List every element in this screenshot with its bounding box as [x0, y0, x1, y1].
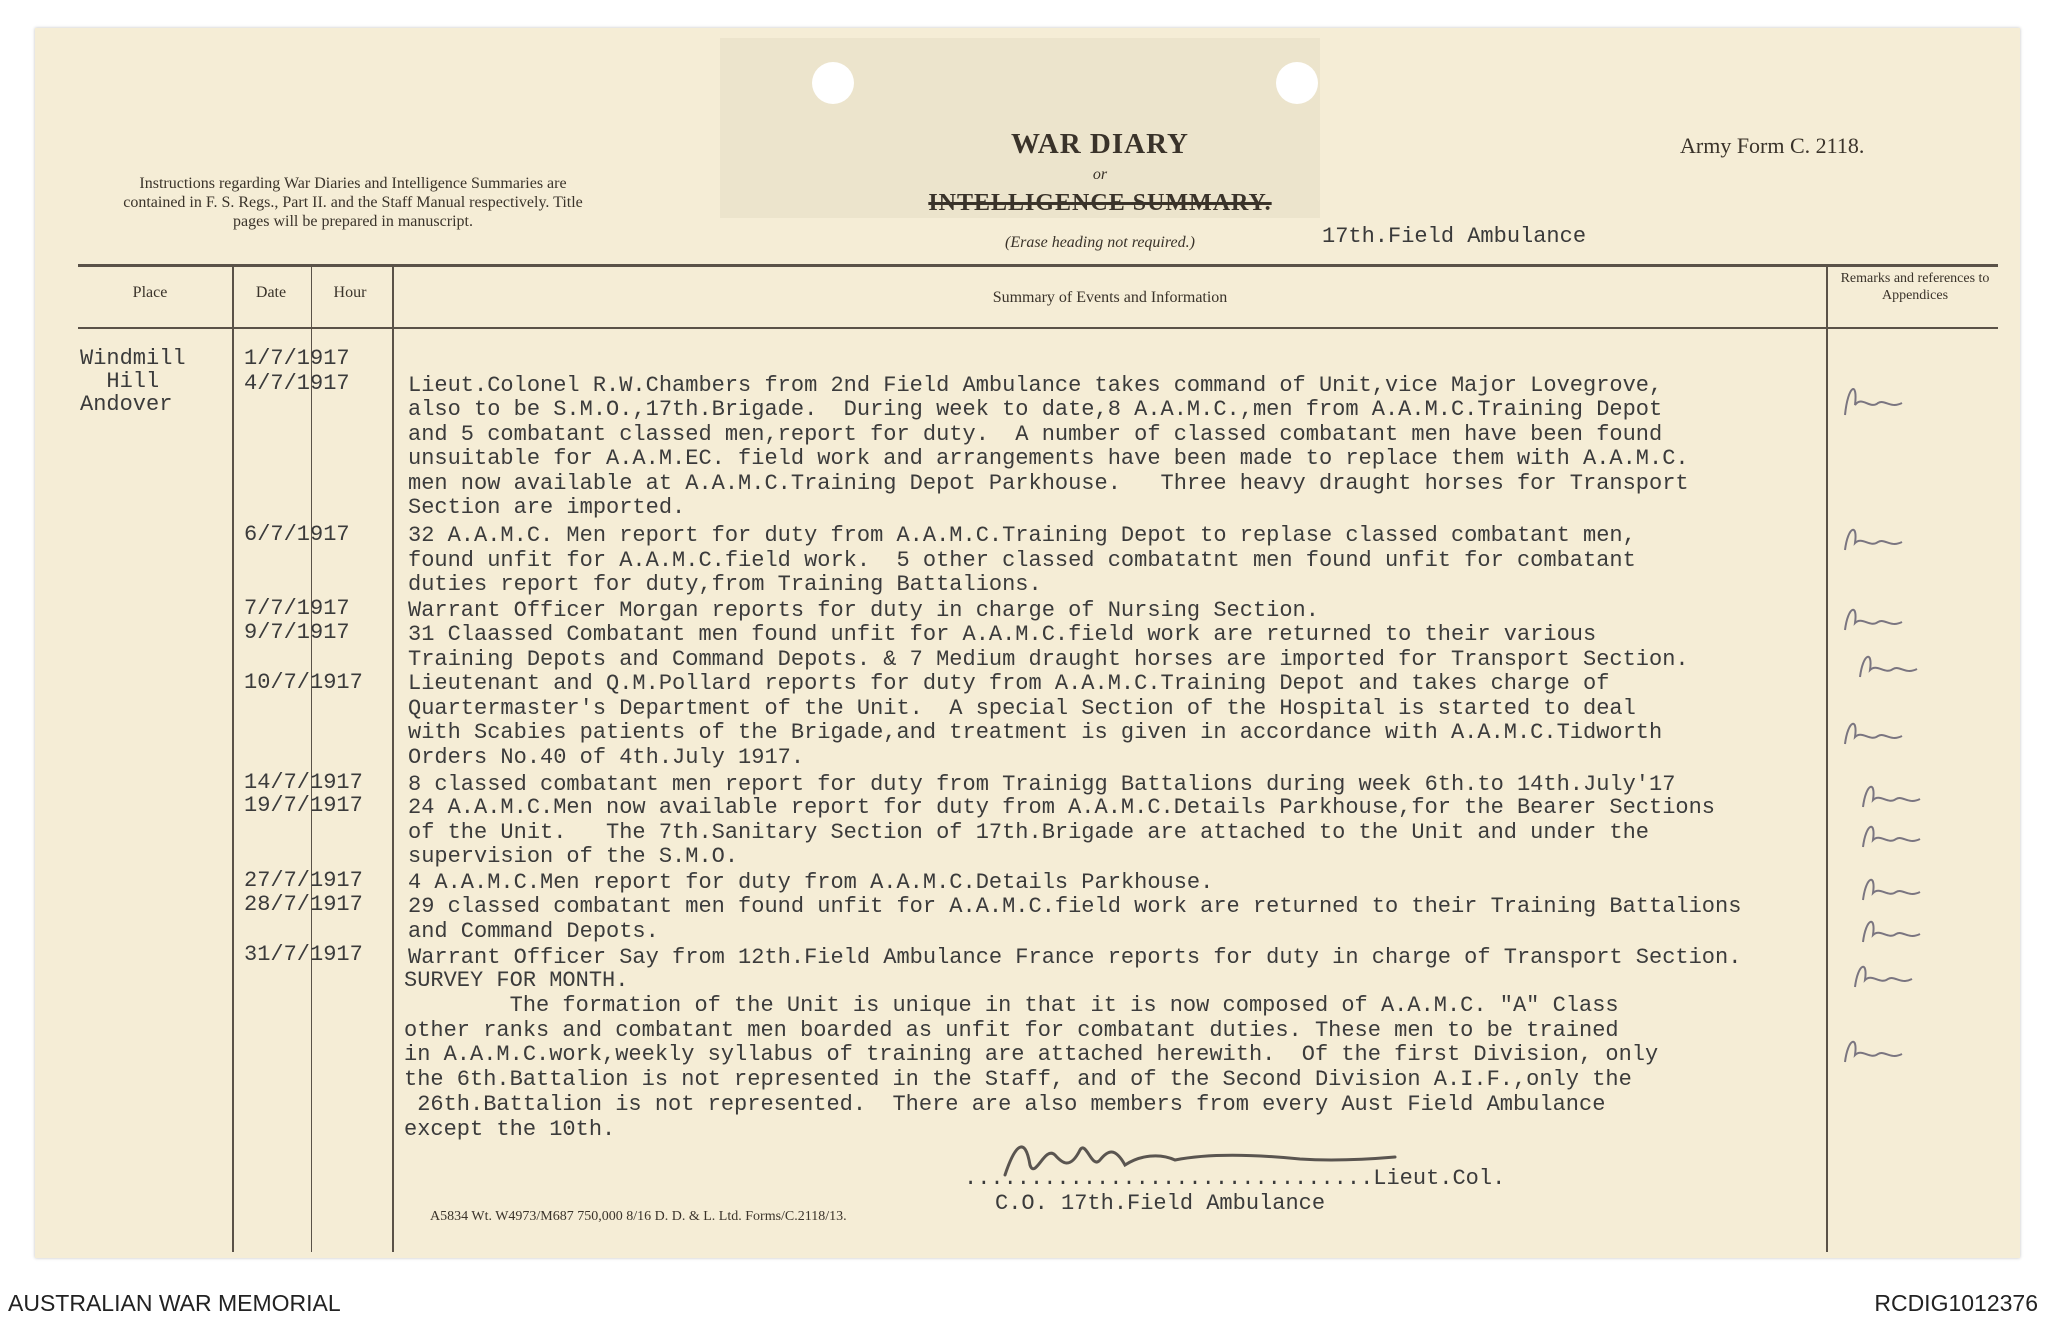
unit-name: 17th.Field Ambulance: [1322, 224, 1587, 249]
signature-line: ...............................Lieut.Col.: [964, 1166, 1506, 1191]
column-rule: [392, 266, 394, 1252]
initials-mark: [1840, 598, 1910, 638]
date-cell: 6/7/1917: [244, 522, 350, 547]
column-rule: [232, 266, 234, 1252]
column-header-summary: Summary of Events and Information: [992, 289, 1228, 306]
table-top-rule: [78, 264, 1998, 267]
initials-mark: [1840, 518, 1910, 558]
initials-mark: [1855, 645, 1925, 685]
survey-text: SURVEY FOR MONTH. The formation of the Unit is unique in that it is now composed of A.A.M.C. "A" Class other ranks and combatant men boarded as unfit for combatant duties. These men to be trained in A.A.M.C.work,weekly syllabus of training are attached herewith. Of the first Division, only the 6th.Battalion is not represented in the Staff, and of the Second Division A.I.F.,only the 26th.Battalion is not represented. There are also members from every Aust Field Ambulance except the 10th.: [404, 968, 1659, 1142]
erase-note: (Erase heading not required.): [1005, 234, 1195, 251]
commanding-officer-line: C.O. 17th.Field Ambulance: [995, 1191, 1326, 1216]
initials-mark: [1850, 955, 1920, 995]
entry-text: Lieut.Colonel R.W.Chambers from 2nd Field Ambulance takes command of Unit,vice Major Lovegrove, also to be S.M.O.,17th.Brigade. During week to date,8 A.A.M.C.,men from A.A.M.C.Training Depot and 5 combatant classed men,report for duty. A number of classed combatant men have been found unsuitable for A.A.M.EC. field work and arrangements have been made to replace them with A.A.M.C. men now available at A.A.M.C.Training Depot Parkhouse. Three heavy draught horses for Transport Section are imported.: [408, 373, 1689, 521]
entry-text: Lieutenant and Q.M.Pollard reports for duty from A.A.M.C.Training Depot and takes charge of Quartermaster's Department of the Unit. A special Section of the Hospital is started to deal with Scabies patients of the Brigade,and treatment is given in accordance with A.A.M.C.Tidworth Orders No.40 of 4th.July 1917.: [408, 671, 1663, 770]
page-subtitle: INTELLIGENCE SUMMARY.: [928, 190, 1272, 216]
initials-mark: [1840, 712, 1910, 752]
instructions-text: Instructions regarding War Diaries and Intelligence Summaries are contained in F. S. Regs., Part II. and the Staff Manual respectively. Title pages will be prepared in manuscript.: [123, 175, 583, 230]
initials-mark: [1840, 375, 1910, 415]
column-header-hour: Hour: [333, 284, 367, 301]
entry-text: 24 A.A.M.C.Men now available report for duty from A.A.M.C.Details Parkhouse,for the Bearer Sections of the Unit. The 7th.Sanitary Section of 17th.Brigade are attached to the Unit and under the supervision of the S.M.O.: [408, 795, 1716, 869]
print-footer: A5834 Wt. W4973/M687 750,000 8/16 D. D. & L. Ltd. Forms/C.2118/13.: [430, 1209, 847, 1224]
punch-hole: [1276, 62, 1318, 104]
entry-text: Warrant Officer Morgan reports for duty in charge of Nursing Section.: [408, 598, 1319, 623]
date-cell: 31/7/1917: [244, 942, 363, 967]
initials-mark: [1858, 775, 1928, 815]
entry-text: 8 classed combatant men report for duty from Trainigg Battalions during week 6th.to 14th.July'17: [408, 772, 1676, 797]
initials-mark: [1858, 910, 1928, 950]
column-header-remarks: Remarks and references to Appendices: [1840, 271, 1990, 303]
date-cell: 7/7/1917: [244, 596, 350, 621]
initials-mark: [1858, 815, 1928, 855]
entry-text: Warrant Officer Say from 12th.Field Ambulance France reports for duty in charge of Transport Section.: [408, 945, 1742, 970]
date-cell: 14/7/1917: [244, 770, 363, 795]
date-cell: 28/7/1917: [244, 892, 363, 917]
date-cell: 27/7/1917: [244, 868, 363, 893]
entry-text: 32 A.A.M.C. Men report for duty from A.A.M.C.Training Depot to replase classed combatant men, found unfit for A.A.M.C.field work. 5 other classed combatatnt men found unfit for combatant duties report for duty,from Training Battalions.: [408, 523, 1636, 597]
entry-text: 4 A.A.M.C.Men report for duty from A.A.M.C.Details Parkhouse.: [408, 870, 1214, 895]
page-title: WAR DIARY: [1011, 128, 1189, 160]
entry-text: 31 Claassed Combatant men found unfit for A.A.M.C.field work are returned to their various Training Depots and Command Depots. & 7 Medium draught horses are imported for Transport Section.: [408, 622, 1689, 672]
initials-mark: [1858, 868, 1928, 908]
column-rule: [311, 266, 312, 1252]
initials-mark: [1840, 1030, 1910, 1070]
date-cell: 19/7/1917: [244, 793, 363, 818]
archive-id: RCDIG1012376: [1874, 1290, 2038, 1316]
header-bottom-rule: [78, 327, 1998, 329]
date-cell: 9/7/1917: [244, 620, 350, 645]
place-cell: Windmill Hill Andover: [80, 346, 186, 417]
column-rule: [1826, 266, 1828, 1252]
date-cell: 1/7/1917: [244, 346, 350, 371]
date-cell: 4/7/1917: [244, 371, 350, 396]
date-cell: 10/7/1917: [244, 670, 363, 695]
archive-credit: AUSTRALIAN WAR MEMORIAL: [8, 1290, 341, 1316]
column-header-place: Place: [132, 284, 168, 301]
punch-hole: [812, 62, 854, 104]
army-form-number: Army Form C. 2118.: [1680, 133, 1865, 158]
column-header-date: Date: [255, 284, 287, 301]
title-or: or: [1092, 166, 1108, 183]
entry-text: 29 classed combatant men found unfit for A.A.M.C.field work are returned to their Training Battalions and Command Depots.: [408, 894, 1742, 944]
